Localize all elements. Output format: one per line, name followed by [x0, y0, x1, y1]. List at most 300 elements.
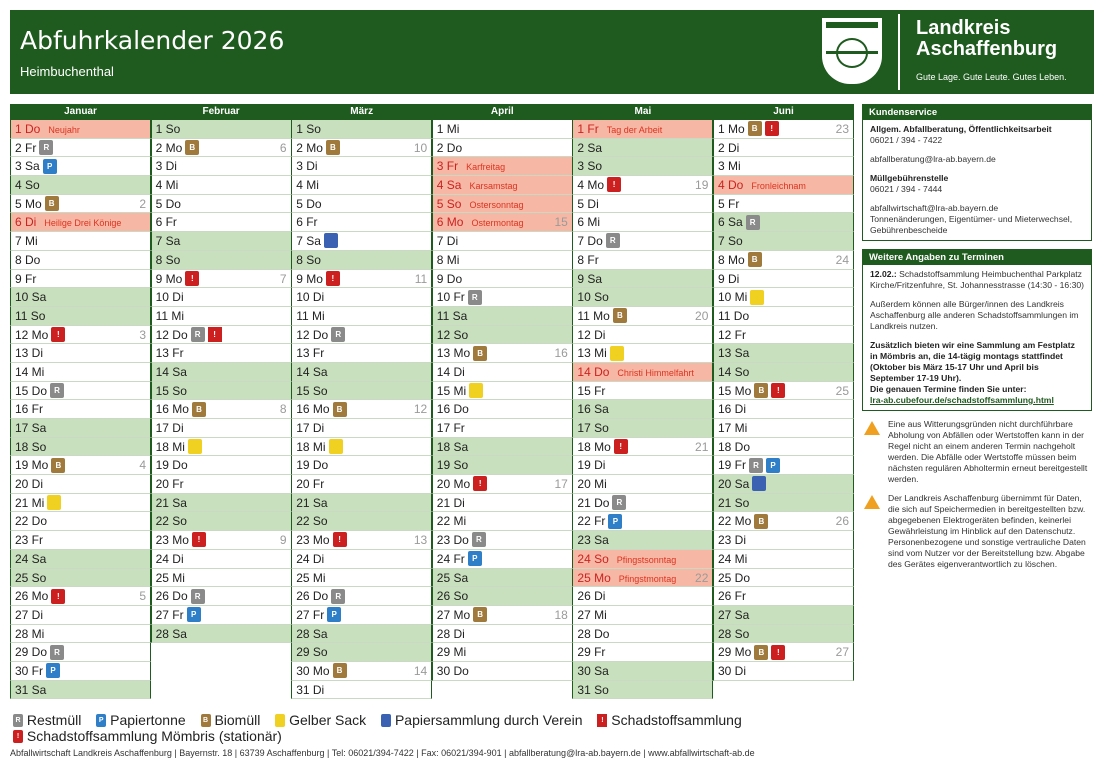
day-row: [291, 662, 432, 681]
week-number: 13: [413, 533, 428, 548]
day-row: [572, 569, 713, 588]
holiday-name: Heilige Drei Könige: [44, 218, 122, 229]
day-row: [10, 550, 151, 569]
day-row: [291, 195, 432, 214]
day-row: [10, 587, 151, 606]
warning-icon: [864, 421, 880, 435]
day-row: [572, 662, 713, 681]
biomuell-icon: B: [473, 607, 487, 622]
restmuell-icon: R: [39, 140, 53, 155]
schadstoff-icon: !: [614, 439, 628, 454]
day-label: 26 Fr: [718, 589, 747, 604]
day-row: [151, 120, 292, 139]
month-column: [713, 104, 854, 710]
day-label: 10 Di: [296, 290, 325, 305]
day-label: 7 Mi: [15, 234, 38, 249]
month-header: April: [432, 104, 573, 120]
day-row: [432, 606, 573, 625]
papiertonne-icon: P: [608, 514, 622, 529]
day-row: [432, 456, 573, 475]
day-label: 3 So: [577, 159, 603, 174]
restmuell-icon: R: [191, 327, 205, 342]
day-label: 27 Fr: [296, 607, 325, 622]
holiday-name: Ostermontag: [471, 218, 524, 229]
day-label: 8 Mi: [436, 252, 460, 267]
week-number: 21: [695, 439, 709, 454]
day-label: 23 Sa: [577, 533, 609, 548]
day-label: 17 Di: [155, 421, 184, 435]
day-label: 11 Sa: [436, 308, 468, 323]
day-row: [151, 587, 292, 606]
day-row: [572, 270, 713, 289]
day-row: [151, 438, 292, 457]
day-row: [572, 625, 713, 644]
day-label: 18 Mo: [577, 439, 611, 454]
day-label: 10 Sa: [15, 290, 47, 305]
schadstoff-icon: !: [473, 476, 487, 491]
day-label: 7 Do: [577, 234, 603, 249]
day-label: 11 Mi: [296, 308, 325, 323]
day-label: 25 Do: [718, 570, 751, 585]
biomuell-icon: B: [748, 121, 762, 136]
schadstoff-icon: !: [51, 327, 65, 342]
day-label: 6 Fr: [155, 215, 177, 230]
day-row: [151, 494, 292, 513]
day-row: [151, 531, 292, 550]
schadstoff-icon: !: [607, 177, 621, 192]
day-label: 12 So: [436, 327, 469, 342]
holiday-name: Ostersonntag: [469, 199, 524, 210]
day-row: [432, 176, 573, 195]
schadstoff-icon: !: [192, 532, 206, 547]
week-number: 5: [139, 589, 146, 604]
day-row: [713, 419, 854, 438]
day-label: 29 Fr: [577, 645, 606, 660]
day-row: [151, 625, 292, 644]
biomuell-icon: B: [201, 714, 211, 727]
day-row: [572, 494, 713, 513]
week-number: 16: [554, 346, 568, 361]
day-label: 3 Di: [296, 159, 318, 174]
day-label: 28 Sa: [155, 626, 187, 641]
day-row: [713, 662, 854, 681]
restmuell-icon: R: [331, 327, 345, 342]
day-label: 6 Mi: [577, 215, 601, 230]
day-label: 16 Di: [718, 402, 747, 417]
day-label: 5 Fr: [718, 196, 740, 211]
day-label: 17 Mi: [718, 421, 748, 435]
gelber-sack-icon: o: [610, 346, 624, 361]
email-link-2[interactable]: abfallwirtschaft@lra-ab.bayern.de: [870, 203, 999, 213]
day-label: 29 Mo: [718, 645, 752, 660]
day-label: 21 Di: [436, 495, 465, 510]
day-row: [10, 307, 151, 326]
day-label: 11 Mo: [577, 308, 610, 323]
day-label: 5 Do: [155, 196, 181, 211]
day-row: [10, 232, 151, 251]
biomuell-icon: B: [754, 383, 768, 398]
day-label: 25 So: [15, 570, 47, 585]
papiertonne-icon: P: [46, 663, 60, 678]
day-row: [432, 326, 573, 345]
day-label: 4 Do: [718, 178, 744, 193]
day-row: [572, 512, 713, 531]
day-label: 14 Di: [436, 364, 465, 379]
day-row: [713, 400, 854, 419]
day-row: [151, 550, 292, 569]
papiersammlung-icon: [381, 714, 391, 727]
day-label: 10 So: [577, 290, 609, 305]
crest-logo: [822, 18, 882, 84]
day-row: [572, 288, 713, 307]
week-number: 8: [279, 402, 287, 417]
day-label: 24 Sa: [15, 551, 47, 566]
day-label: 19 Do: [296, 458, 329, 473]
day-label: 18 Mi: [155, 439, 185, 454]
day-row: [432, 531, 573, 550]
day-row: [151, 363, 292, 382]
day-row: [432, 662, 573, 681]
page-title: Abfuhrkalender 2026: [20, 26, 285, 55]
day-label: 8 So: [296, 252, 321, 267]
day-row: [291, 270, 432, 289]
week-number: 6: [279, 140, 287, 155]
biomuell-icon: B: [185, 140, 199, 155]
day-row: [432, 157, 573, 176]
gelber-sack-icon: o: [750, 290, 764, 305]
day-row: [432, 587, 573, 606]
day-label: 12 Mo: [15, 327, 49, 342]
day-row: [10, 400, 151, 419]
day-label: 1 So: [296, 122, 321, 136]
day-label: 22 Fr: [577, 514, 606, 529]
day-row: [291, 494, 432, 513]
schadstoff-icon: !: [597, 714, 607, 727]
day-label: 13 Fr: [155, 346, 184, 361]
day-row: [713, 120, 854, 139]
day-label: 25 Mo: [577, 570, 611, 585]
day-row: [10, 195, 151, 214]
day-label: 29 Do: [15, 645, 48, 660]
day-row: [291, 587, 432, 606]
day-label: 14 Sa: [296, 364, 328, 379]
day-row: [291, 307, 432, 326]
day-row: [291, 176, 432, 195]
day-row: [291, 326, 432, 345]
day-row: [432, 195, 573, 214]
day-label: 31 Sa: [15, 682, 47, 697]
day-row: [291, 569, 432, 588]
day-label: 28 Mi: [15, 626, 45, 641]
day-row: [10, 531, 151, 550]
week-number: 24: [835, 252, 849, 267]
day-row: [151, 382, 292, 401]
week-number: 11: [414, 271, 428, 286]
day-label: 15 So: [296, 383, 328, 398]
sidebar: [862, 104, 1092, 578]
day-label: 6 Mo: [436, 215, 464, 230]
day-label: 9 Di: [718, 271, 740, 286]
day-row: [10, 625, 151, 644]
day-row: [572, 195, 713, 214]
day-row: [10, 251, 151, 270]
day-row: [10, 326, 151, 345]
week-number: 22: [695, 570, 709, 585]
day-row: [151, 419, 292, 438]
day-row: [10, 438, 151, 457]
kundenservice-box: Kundenservice Allgem. Abfallberatung, Öffentlichkeitsarbeit 06021 / 394 - 7422 abfallberatung@lra-ab.bayern.de Müllgebührenstelle 06021 / 394 - 7444 abfallwirtschaft@lra-ab.bayern.de Tonnenänderungen, Eigentümer- und Mieterwechsel, Gebührenbescheide: [862, 104, 1092, 241]
week-number: 25: [835, 383, 849, 398]
day-label: 20 Fr: [296, 477, 325, 492]
day-label: 11 Mi: [155, 308, 185, 323]
slogan: Gute Lage. Gute Leute. Gutes Leben.: [916, 72, 1067, 82]
schadstoff-link[interactable]: lra-ab.cubefour.de/schadstoffsammlung.html: [870, 395, 1054, 405]
holiday-name: Pfingstmontag: [618, 573, 677, 584]
day-label: 27 Mo: [436, 607, 471, 622]
day-row: [572, 307, 713, 326]
day-row: [432, 419, 573, 438]
day-row: [10, 456, 151, 475]
schadstoff-stationaer-icon: !: [13, 730, 23, 743]
day-label: 24 Mi: [718, 551, 748, 566]
day-label: 3 Di: [155, 159, 177, 174]
day-label: 15 So: [155, 383, 187, 398]
day-row: [432, 550, 573, 569]
day-row: [572, 681, 713, 700]
legend-schadstoff-stationaer: ! Schadstoffsammlung Mömbris (stationär): [10, 728, 282, 744]
gelber-sack-icon: o: [275, 714, 285, 727]
day-label: 28 Di: [436, 626, 465, 641]
day-label: 5 Mo: [15, 196, 42, 211]
day-label: 7 So: [718, 234, 743, 249]
schadstoff-icon: !: [765, 121, 779, 136]
papiersammlung-icon: [752, 476, 766, 491]
day-row: [572, 213, 713, 232]
month-header: März: [291, 104, 432, 120]
day-label: 20 Fr: [155, 477, 184, 492]
day-label: 8 Fr: [577, 252, 599, 267]
day-row: [291, 456, 432, 475]
day-label: 3 Mi: [718, 159, 741, 174]
day-label: 19 So: [436, 458, 469, 473]
papiertonne-icon: P: [43, 159, 57, 174]
day-row: [572, 587, 713, 606]
day-label: 22 Mo: [718, 514, 752, 529]
day-row: [572, 606, 713, 625]
day-label: 23 Mo: [155, 533, 189, 548]
day-label: 15 Do: [15, 383, 48, 398]
email-link-1[interactable]: abfallberatung@lra-ab.bayern.de: [870, 154, 996, 164]
month-column: [10, 104, 151, 710]
day-label: 10 Di: [155, 290, 184, 305]
day-label: 17 Fr: [436, 421, 465, 435]
day-row: [713, 625, 854, 644]
day-label: 9 Mo: [155, 271, 183, 286]
day-label: 13 Mo: [436, 346, 471, 361]
week-number: 19: [695, 178, 709, 193]
holiday-name: Christi Himmelfahrt: [617, 367, 694, 378]
day-row: [572, 157, 713, 176]
day-label: 27 Di: [15, 607, 44, 622]
week-number: 18: [554, 607, 568, 622]
day-row: [572, 419, 713, 438]
day-row: [713, 438, 854, 457]
day-row: [572, 456, 713, 475]
day-row: [572, 176, 713, 195]
day-row: [291, 531, 432, 550]
day-row: [713, 606, 854, 625]
biomuell-icon: B: [754, 645, 768, 660]
biomuell-icon: B: [473, 346, 487, 361]
papiertonne-icon: P: [766, 458, 780, 473]
day-label: 22 Mi: [436, 514, 467, 529]
day-row: [432, 251, 573, 270]
day-row: [432, 270, 573, 289]
day-row: [151, 157, 292, 176]
day-label: 27 Mi: [577, 607, 607, 622]
biomuell-icon: B: [45, 196, 59, 211]
day-label: 26 So: [436, 589, 469, 604]
day-row: [572, 531, 713, 550]
day-row: [713, 643, 854, 662]
day-label: 18 So: [15, 439, 47, 454]
legend: [10, 712, 850, 744]
day-label: 2 Mo: [155, 140, 183, 155]
day-row: [572, 344, 713, 363]
day-row: [432, 288, 573, 307]
week-number: 15: [554, 215, 568, 230]
day-row: [432, 363, 573, 382]
day-row: [432, 475, 573, 494]
day-label: 6 Di: [15, 215, 37, 230]
day-label: 18 Sa: [436, 439, 469, 454]
restmuell-icon: R: [606, 233, 620, 248]
day-row: [572, 382, 713, 401]
day-row: [151, 195, 292, 214]
day-label: 18 Do: [718, 439, 751, 454]
day-label: 5 Do: [296, 196, 322, 211]
day-label: 14 Sa: [155, 364, 187, 379]
day-label: 13 Fr: [296, 346, 325, 361]
day-row: [572, 251, 713, 270]
week-number: 9: [279, 533, 287, 548]
day-label: 20 Mo: [436, 477, 471, 492]
day-label: 17 Sa: [15, 421, 47, 435]
day-label: 2 Do: [436, 140, 463, 155]
day-row: [151, 288, 292, 307]
day-label: 14 Do: [577, 364, 610, 379]
day-row: [291, 363, 432, 382]
day-label: 12 Di: [577, 327, 606, 342]
day-row: [713, 288, 854, 307]
day-label: 30 Fr: [15, 663, 44, 678]
day-label: 16 Fr: [15, 402, 44, 417]
day-row: [432, 625, 573, 644]
day-label: 18 Mi: [296, 439, 326, 454]
day-label: 2 Di: [718, 140, 740, 155]
day-label: 13 Sa: [718, 346, 750, 361]
day-label: 1 Do: [15, 122, 41, 136]
day-label: 16 Mo: [296, 402, 330, 417]
day-label: 30 Di: [718, 663, 747, 678]
month-header: Mai: [572, 104, 713, 120]
day-row: [10, 643, 151, 662]
day-row: [10, 475, 151, 494]
day-label: 28 Sa: [296, 626, 328, 641]
day-row: [151, 270, 292, 289]
day-row: [10, 569, 151, 588]
biomuell-icon: B: [748, 252, 762, 267]
month-column: [572, 104, 713, 710]
day-row: [713, 251, 854, 270]
day-label: 8 Do: [15, 252, 41, 267]
day-row: [10, 157, 151, 176]
day-label: 2 Mo: [296, 140, 323, 155]
day-label: 22 Do: [15, 514, 48, 529]
day-row: [291, 400, 432, 419]
day-row: [151, 213, 292, 232]
day-row: [291, 419, 432, 438]
day-row: [432, 139, 573, 158]
schadstoff-icon: !: [771, 383, 785, 398]
day-row: [713, 326, 854, 345]
day-label: 21 Sa: [296, 495, 328, 510]
day-label: 19 Di: [577, 458, 606, 473]
day-row: [291, 475, 432, 494]
week-number: 10: [413, 140, 428, 155]
day-row: [10, 139, 151, 158]
day-label: 23 Fr: [15, 533, 44, 548]
holiday-name: Pfingstsonntag: [616, 554, 677, 565]
day-label: 27 Sa: [718, 607, 750, 622]
day-label: 9 Do: [436, 271, 463, 286]
day-row: [151, 475, 292, 494]
day-row: [713, 512, 854, 531]
day-label: 3 Fr: [436, 159, 459, 174]
day-label: 3 Sa: [15, 159, 40, 174]
day-label: 9 Mo: [296, 271, 323, 286]
day-label: 6 Fr: [296, 215, 318, 230]
day-label: 19 Do: [155, 458, 188, 473]
restmuell-icon: R: [13, 714, 23, 727]
day-label: 30 Do: [436, 663, 469, 678]
day-row: [151, 606, 292, 625]
month-column: [151, 104, 292, 710]
restmuell-icon: R: [331, 589, 345, 604]
day-label: 13 Di: [15, 346, 44, 361]
day-label: 7 Di: [436, 234, 459, 249]
day-row: [713, 232, 854, 251]
day-label: 23 Mo: [296, 533, 330, 548]
day-label: 16 Sa: [577, 402, 609, 417]
day-row: [572, 139, 713, 158]
day-row: [432, 120, 573, 139]
day-label: 23 Di: [718, 533, 747, 548]
day-row: [432, 344, 573, 363]
day-label: 7 Sa: [155, 234, 181, 249]
day-row: [572, 363, 713, 382]
day-label: 12 Do: [155, 327, 188, 342]
day-row: [432, 213, 573, 232]
gelber-sack-icon: o: [47, 495, 61, 510]
week-number: 7: [279, 271, 287, 286]
day-row: [291, 157, 432, 176]
day-label: 4 Mi: [296, 178, 319, 193]
day-row: [151, 326, 292, 345]
day-row: [291, 382, 432, 401]
day-row: [432, 569, 573, 588]
month-column: [432, 104, 573, 710]
